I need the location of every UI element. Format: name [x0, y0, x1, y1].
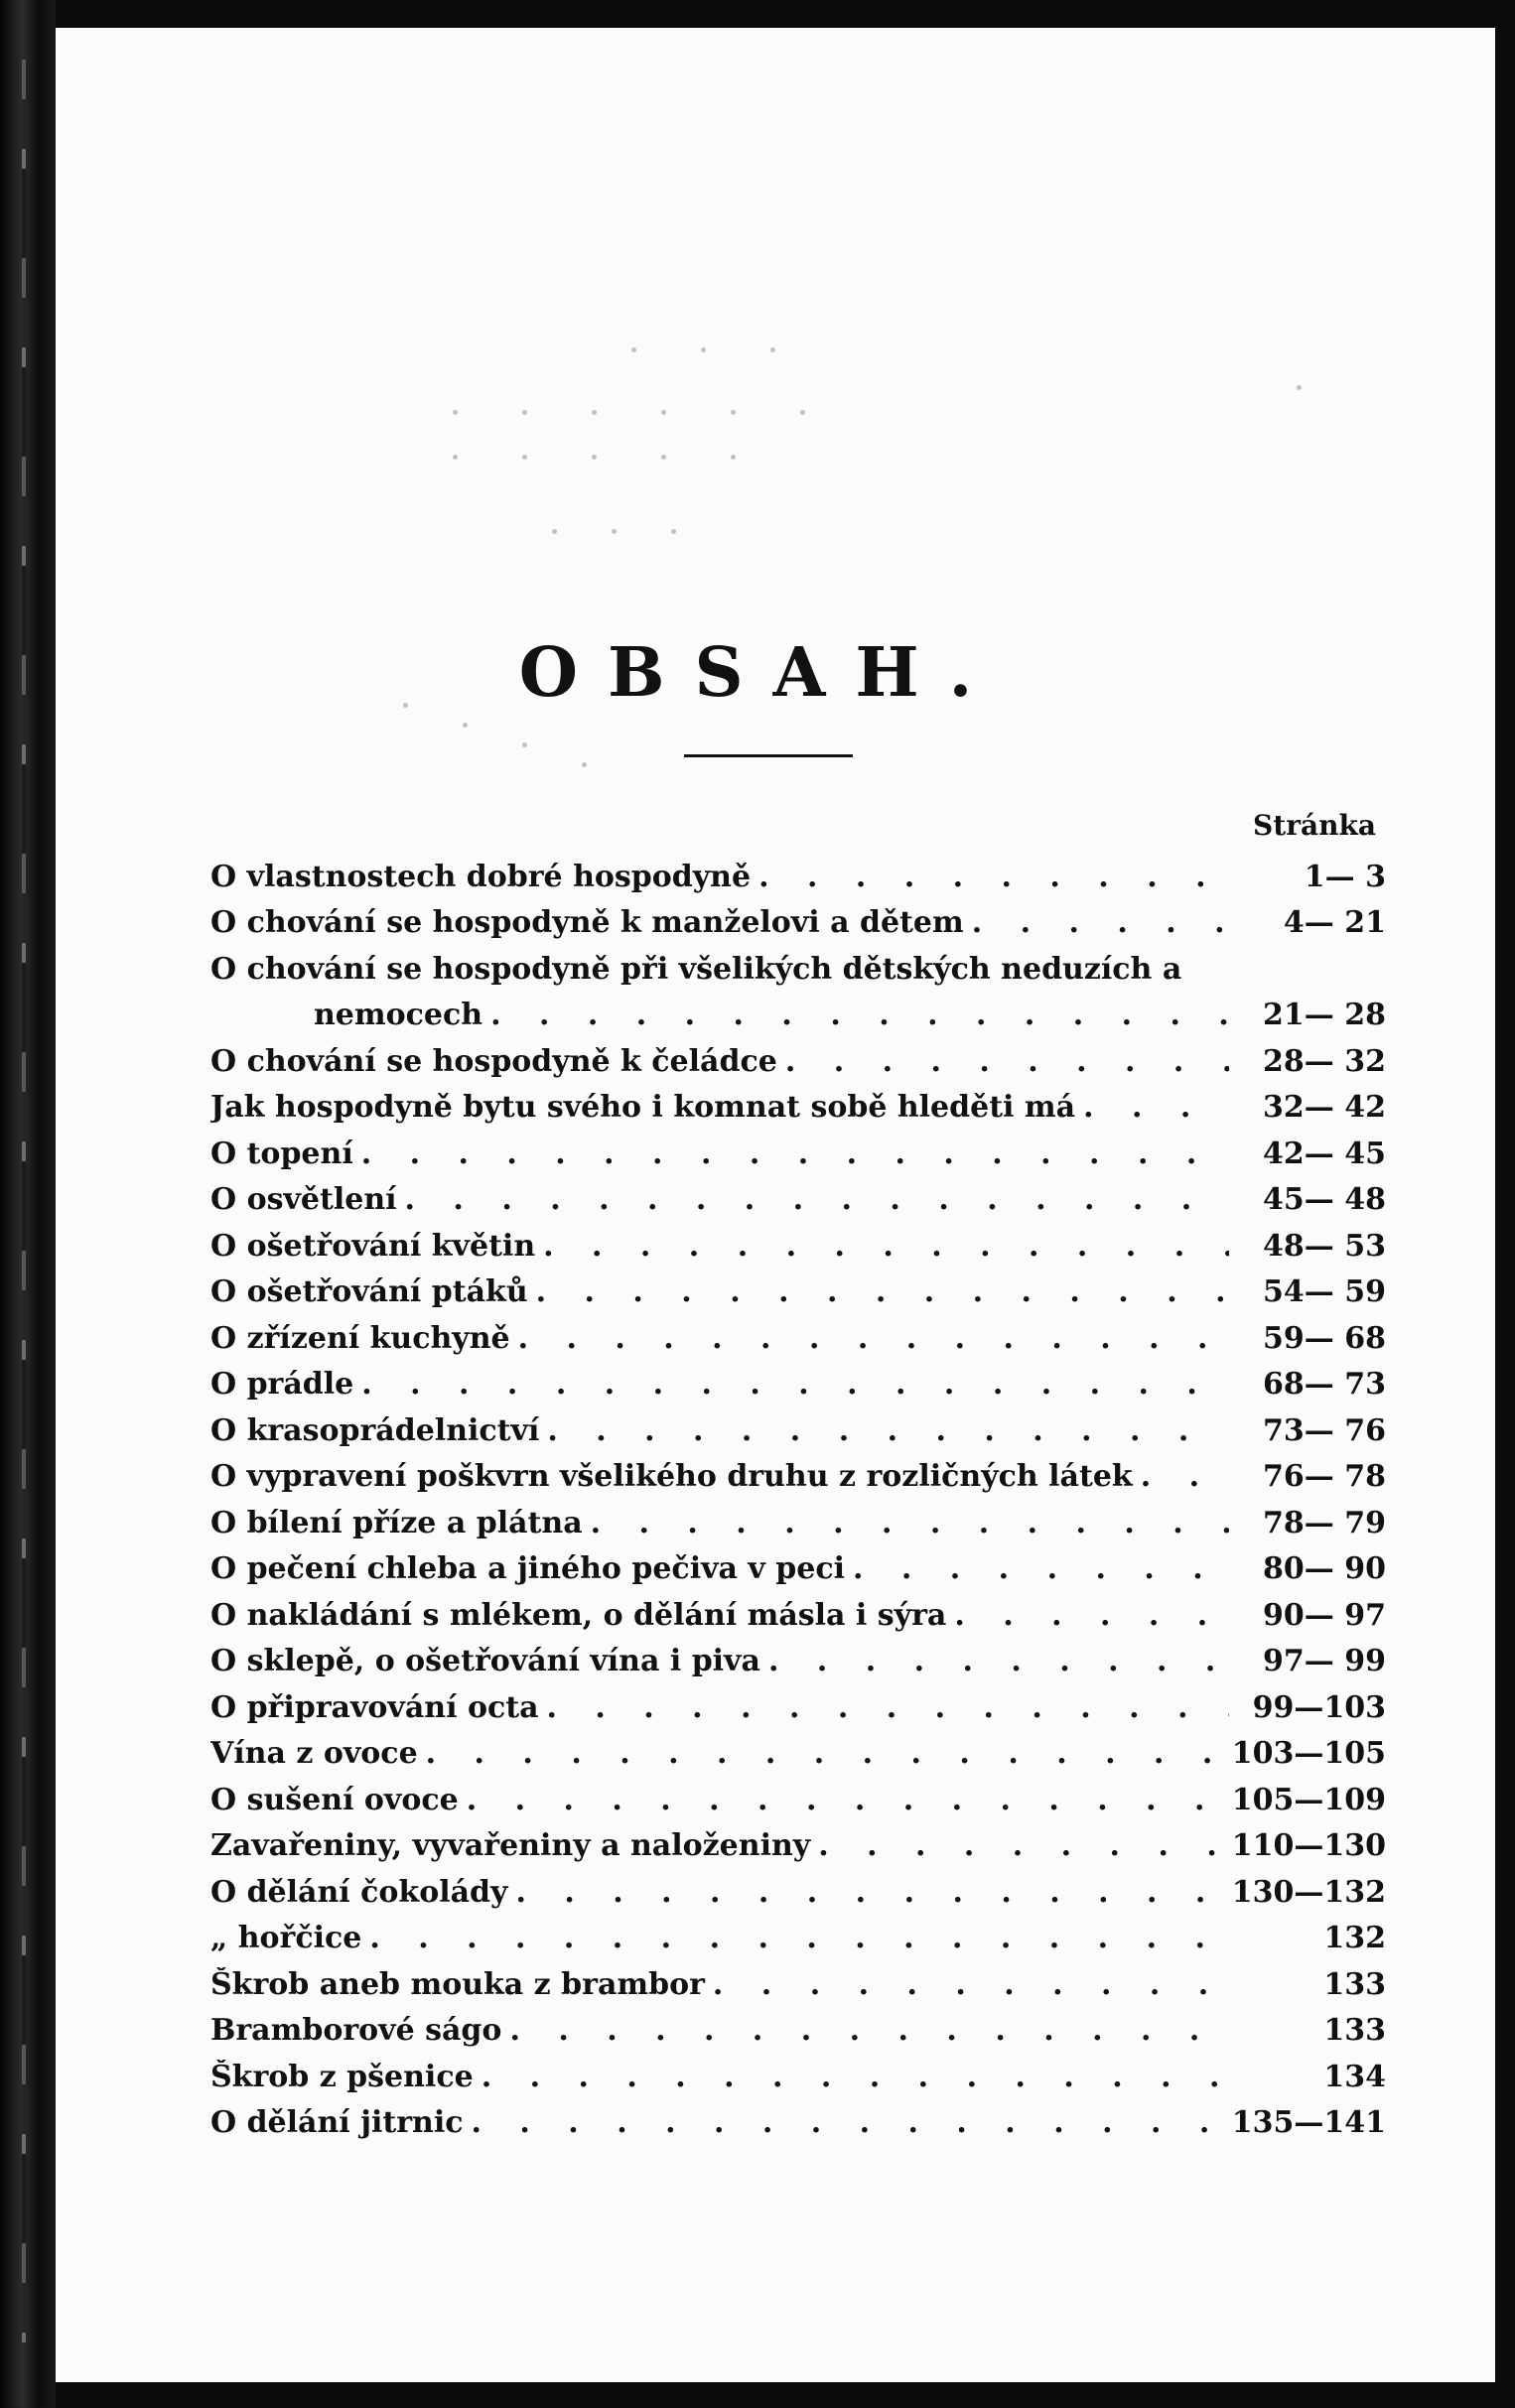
toc-entry-title-cell	[210, 1321, 1237, 1356]
dot-leader	[785, 1044, 1229, 1079]
toc-entry-title: Zavařeniny, vyvařeniny a naloženiny	[210, 1828, 811, 1864]
dot-leader	[361, 1367, 1229, 1402]
toc-entry-pages: 42— 45	[1263, 1136, 1386, 1171]
toc-entry-title: O připravování octa	[210, 1689, 539, 1725]
toc-entry	[210, 1038, 1386, 1085]
toc-entry-title-cell	[210, 1736, 1232, 1771]
toc-entry-pages: 68— 73	[1263, 1367, 1386, 1403]
dot-leader	[536, 1274, 1229, 1309]
toc-entry-pages: 130—132	[1231, 1874, 1386, 1910]
toc-entry-pages: 105—109	[1231, 1782, 1386, 1817]
toc-entry-title: O ošetřování ptáků	[210, 1274, 528, 1310]
toc-entry-title: nemocech	[314, 998, 483, 1033]
toc-entry-pages: 48— 53	[1263, 1228, 1386, 1264]
toc-entry-title: O vypravení poškvrn všelikého druhu z rozličných látek	[210, 1459, 1133, 1495]
toc-entry	[210, 854, 1386, 900]
toc-entry-pages: 132	[1323, 1921, 1386, 1956]
toc-entry-title-cell	[210, 1506, 1237, 1540]
document-page	[56, 28, 1495, 2382]
print-speck	[582, 762, 587, 767]
toc-entry-title: O pečení chleba a jiného pečiva v peci	[210, 1551, 846, 1587]
dot-leader	[1141, 1459, 1229, 1494]
toc-entry	[210, 1223, 1386, 1270]
print-speck	[592, 455, 597, 460]
dot-leader	[490, 998, 1229, 1032]
print-speck	[522, 742, 527, 747]
toc-entry-pages: 32— 42	[1263, 1090, 1386, 1126]
toc-entry	[210, 2100, 1386, 2147]
book-spine-edge	[0, 0, 56, 2408]
toc-entry-title-cell	[210, 1274, 1237, 1309]
print-speck	[522, 455, 527, 460]
toc-entry-pages: 133	[1323, 1966, 1386, 2002]
toc-entry-title-cell	[210, 1137, 1237, 1171]
toc-entry-title-cell	[210, 1921, 1237, 1955]
dot-leader	[369, 1921, 1229, 1955]
toc-entry	[210, 993, 1386, 1039]
print-speck	[671, 529, 676, 534]
toc-entry-title-cell	[210, 1367, 1237, 1402]
toc-entry-title: O zřízení kuchyně	[210, 1320, 510, 1356]
toc-entry	[210, 900, 1386, 947]
toc-entry	[210, 1085, 1386, 1132]
toc-entry	[210, 1777, 1386, 1823]
toc-entry-pages: 78— 79	[1263, 1505, 1386, 1540]
toc-entry-title: O chování se hospodyně při všelikých dětských neduzích a	[210, 951, 1182, 987]
print-speck	[612, 529, 617, 534]
dot-leader	[361, 1137, 1229, 1171]
toc-entry-title-cell	[210, 2105, 1232, 2140]
print-speck	[731, 410, 736, 415]
toc-entry-title: Škrob aneb mouka z brambor	[210, 1966, 705, 2002]
dot-leader	[547, 1413, 1229, 1448]
toc-entry-title-cell	[210, 2013, 1237, 2048]
toc-entry-title-cell	[210, 1090, 1237, 1125]
toc-entry-title-cell	[210, 1690, 1237, 1725]
toc-entry-pages: 21— 28	[1263, 998, 1386, 1033]
toc-entry-title-cell	[210, 1413, 1237, 1448]
dot-leader	[972, 905, 1229, 940]
toc-entry-pages: 134	[1323, 2059, 1386, 2094]
toc-entry-title: O dělání čokolády	[210, 1874, 508, 1910]
toc-entry	[210, 1869, 1386, 1916]
toc-entry-pages: 59— 68	[1263, 1320, 1386, 1356]
toc-entry-title-cell	[210, 952, 1237, 987]
dot-leader	[768, 1644, 1229, 1678]
toc-entry-title: O ošetřování květin	[210, 1228, 536, 1264]
toc-entry-title: O osvětlení	[210, 1182, 397, 1218]
toc-entry-title-cell	[210, 860, 1237, 894]
toc-entry-pages: 80— 90	[1263, 1551, 1386, 1587]
toc-entry-title: O chování se hospodyně k čeládce	[210, 1043, 777, 1079]
toc-entry-title: „ hořčice	[210, 1921, 362, 1956]
print-speck	[453, 410, 458, 415]
toc-entry	[210, 1916, 1386, 1962]
toc-entry	[210, 1684, 1386, 1731]
dot-leader	[405, 1182, 1229, 1217]
dot-leader	[954, 1598, 1229, 1633]
table-of-contents	[210, 854, 1386, 2146]
toc-entry	[210, 1500, 1386, 1546]
dot-leader	[591, 1506, 1229, 1540]
toc-entry	[210, 946, 1386, 993]
toc-entry-pages: 133	[1323, 2013, 1386, 2049]
toc-entry-pages: 45— 48	[1263, 1182, 1386, 1218]
toc-entry-pages: 99—103	[1252, 1689, 1386, 1725]
dot-leader	[467, 1783, 1224, 1817]
toc-entry-title-cell	[210, 1828, 1232, 1863]
dot-leader	[472, 2105, 1224, 2140]
dot-leader	[758, 860, 1229, 894]
print-speck	[661, 455, 666, 460]
toc-entry	[210, 1592, 1386, 1639]
toc-entry	[210, 1131, 1386, 1177]
toc-entry	[210, 1177, 1386, 1224]
toc-entry-pages: 28— 32	[1263, 1043, 1386, 1079]
dot-leader	[543, 1229, 1229, 1264]
toc-entry-title-cell	[210, 1783, 1232, 1817]
toc-entry	[210, 1315, 1386, 1362]
toc-entry	[210, 1823, 1386, 1870]
toc-entry-title: O dělání jitrnic	[210, 2105, 464, 2141]
toc-entry-title: Vína z ovoce	[210, 1736, 418, 1772]
toc-entry-title: O chování se hospodyně k manželovi a dětem	[210, 905, 964, 941]
toc-entry	[210, 1731, 1386, 1778]
toc-entry-title: O nakládání s mlékem, o dělání másla i sýra	[210, 1597, 947, 1633]
toc-entry-pages: 1— 3	[1304, 859, 1386, 894]
toc-entry-pages: 76— 78	[1263, 1459, 1386, 1495]
toc-entry-title-cell	[210, 1875, 1232, 1910]
print-speck	[631, 347, 636, 352]
toc-entry-title-cell	[210, 1551, 1237, 1586]
dot-leader	[426, 1736, 1224, 1771]
toc-entry-title-cell	[210, 1044, 1237, 1079]
toc-entry-title-cell	[210, 1598, 1237, 1633]
toc-entry	[210, 1961, 1386, 2008]
toc-entry-title: Škrob z pšenice	[210, 2059, 474, 2094]
title-rule	[684, 754, 853, 757]
toc-entry	[210, 1362, 1386, 1408]
dot-leader	[509, 2013, 1229, 2048]
toc-entry-title-cell	[210, 1459, 1237, 1494]
toc-entry-title: O sklepě, o ošetřování vína i piva	[210, 1644, 760, 1679]
toc-entry-title: O prádle	[210, 1367, 354, 1403]
print-speck	[770, 347, 775, 352]
toc-entry-title: O krasoprádelnictví	[210, 1412, 540, 1448]
print-speck	[800, 410, 805, 415]
toc-entry-title-cell	[210, 905, 1237, 940]
toc-entry	[210, 2008, 1386, 2055]
dot-leader	[515, 1875, 1223, 1910]
toc-entry-pages: 90— 97	[1263, 1597, 1386, 1633]
toc-entry-title: O topení	[210, 1136, 353, 1171]
print-speck	[552, 529, 557, 534]
toc-entry-pages: 97— 99	[1263, 1644, 1386, 1679]
print-speck	[453, 455, 458, 460]
toc-entry-title: O bílení příze a plátna	[210, 1505, 583, 1540]
toc-entry-title-cell	[210, 2060, 1237, 2094]
print-speck	[1297, 385, 1302, 390]
print-speck	[592, 410, 597, 415]
print-speck	[731, 455, 736, 460]
toc-entry	[210, 1639, 1386, 1685]
print-speck	[701, 347, 706, 352]
toc-entry-title-cell	[210, 998, 1237, 1032]
toc-entry-title-cell	[210, 1967, 1237, 2002]
toc-entry-title: O vlastnostech dobré hospodyně	[210, 859, 752, 894]
toc-entry-pages: 73— 76	[1263, 1412, 1386, 1448]
toc-entry-title-cell	[210, 1182, 1237, 1217]
toc-entry-title-cell	[210, 1644, 1237, 1678]
toc-entry-title-cell	[210, 1229, 1237, 1264]
toc-entry-title: Bramborové ságo	[210, 2013, 502, 2049]
print-speck	[403, 703, 408, 708]
dot-leader	[482, 2060, 1229, 2094]
page-column-header: Stránka	[1253, 809, 1376, 842]
toc-entry-pages: 103—105	[1231, 1736, 1386, 1772]
dot-leader	[518, 1321, 1229, 1356]
print-speck	[463, 723, 468, 728]
toc-entry-title: Jak hospodyně bytu svého i komnat sobě hleděti má	[210, 1090, 1076, 1126]
dot-leader	[853, 1551, 1229, 1586]
print-speck	[522, 410, 527, 415]
dot-leader	[547, 1690, 1229, 1725]
dot-leader	[713, 1967, 1229, 2002]
dot-leader	[1083, 1090, 1229, 1125]
toc-entry	[210, 1407, 1386, 1454]
toc-entry	[210, 2054, 1386, 2100]
toc-entry-pages: 110—130	[1231, 1828, 1386, 1864]
toc-entry	[210, 1546, 1386, 1593]
toc-entry-pages: 54— 59	[1263, 1274, 1386, 1310]
toc-entry-title: O sušení ovoce	[210, 1782, 459, 1817]
page-title: OBSAH.	[518, 633, 1003, 713]
toc-entry-pages: 135—141	[1231, 2105, 1386, 2141]
toc-entry	[210, 1454, 1386, 1501]
toc-entry-pages: 4— 21	[1283, 905, 1386, 941]
toc-entry	[210, 1270, 1386, 1316]
print-speck	[661, 410, 666, 415]
dot-leader	[818, 1828, 1224, 1863]
